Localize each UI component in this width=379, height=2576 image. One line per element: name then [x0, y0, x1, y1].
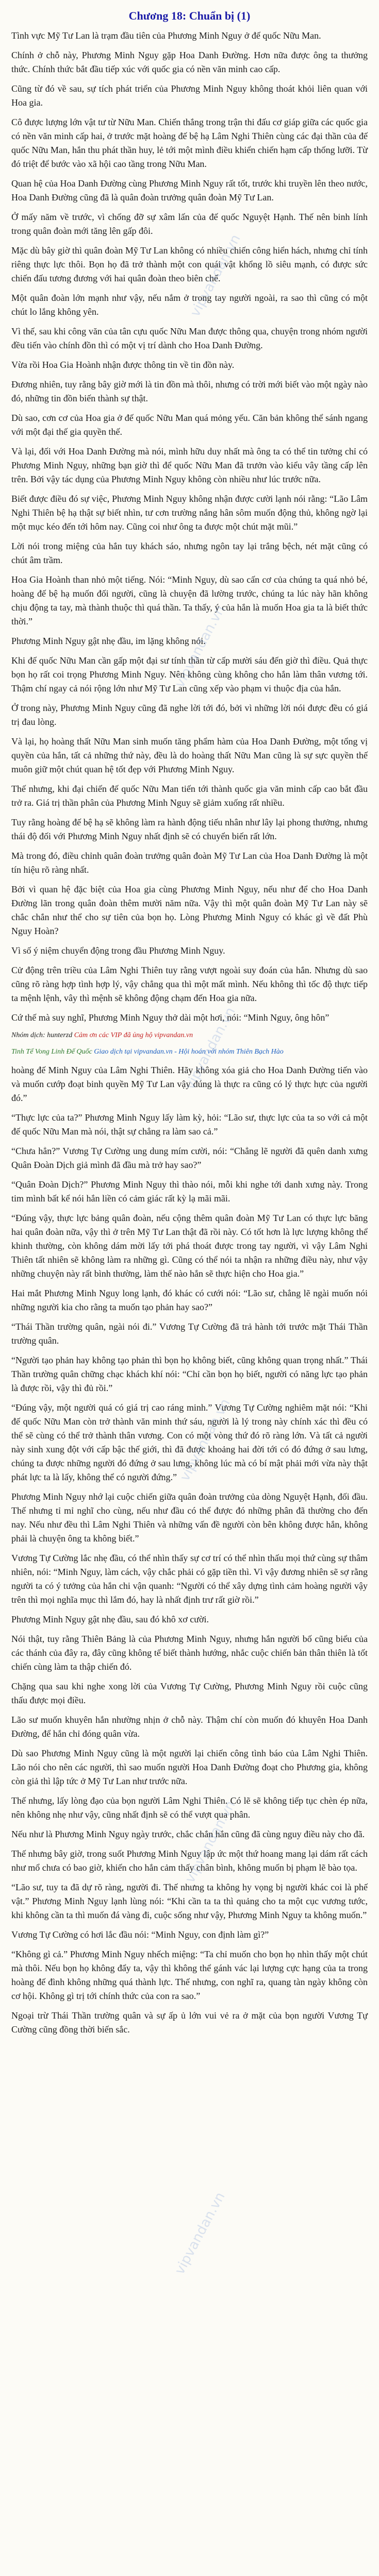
paragraph: “Lão sư, tuy ta đã dự rõ ràng, người đi. Thế nhưng ta không hy vọng bị người khác coi là phế vật.” Phương Minh Nguy lạnh lùng nói: “Khi cần ta ta thì quảng cho ta một cục vương tước, khi không cần ta thì muốn đá vàng đi, cuộc sống như vậy, Phương Minh Nguy ta không muốn.”: [11, 1882, 368, 1920]
paragraph: Vì thế, sau khi công văn của tân cựu quốc Nữu Man được thông qua, chuyện trong nhóm người đều tiến vào chính đồn thì có một vị trí dành cho Hoa Danh Đường.: [11, 326, 368, 350]
paragraph: Hai mắt Phương Minh Nguy long lạnh, đó khác có cưới nói: “Lão sư, chẳng lẽ ngài muốn nói những người kia cho rằng ta muốn tạo phản hay sao?”: [11, 1288, 368, 1312]
translator-group: Nhóm dịch: hunterzd: [11, 1031, 73, 1039]
paragraph: Thế nhưng bây giờ, trong suốt Phương Minh Nguy lập ức một thứ hoang mang lại dám rất cách như mổ chưa có bao giờ, khiến cho hắn cảm thấy chân bình, không muốn bị phạm lẽ bào tọa.: [11, 1849, 368, 1873]
paragraph: Ở trong này, Phương Minh Nguy cũng đã nghe lời tới đó, bởi vì những lời nói được đều có giá trị đau lòng.: [11, 703, 368, 727]
paragraph: Bởi vì quan hệ đặc biệt của Hoa gia cùng Phương Minh Nguy, nếu như để cho Hoa Danh Đường lãn trong quân đoàn thêm mười năm nữa. Vậy thì một quân đoàn Mỹ Tư Lan này sẽ chắc chắn như thể cho sự tiên của bọn họ. Lòng Phương Minh Nguy có khác gì về đất Phù Nguy Hoàn?: [11, 884, 368, 936]
paragraph: Chính ở chỗ này, Phương Minh Nguy gặp Hoa Danh Đường. Hơn nữa được ông ta thưởng thức. Chính thức bắt đầu tiếp xúc với quốc gia có nền văn minh cao cấp.: [11, 50, 368, 74]
watermark-text: vipvandan.vn: [182, 1005, 239, 1092]
paragraph: Quan hệ của Hoa Danh Đường cùng Phương Minh Nguy rất tốt, trước khi truyền lên theo nước, Hoa Danh Đường cũng đã là quân đoàn trưởng quân đoàn Mỹ Tư Lan.: [11, 178, 368, 202]
paragraph: Đương nhiên, tuy rằng bây giờ mới là tin đồn mà thôi, nhưng có trời mới biết vào một ngày nào đó, những tin đồn biến thành sự thật.: [11, 379, 368, 403]
paragraph: “Đúng vậy, thực lực bảng quân đoàn, nếu cộng thêm quân đoàn Mỹ Tư Lan có thực lực băng hai quân đoàn nữa, vậy thì ở trên Mỹ Tư Lan thật đã rồi này. Có tốt hơn là lực lượng không thể khinh thường, còn không dám mời lấy tới phá thoát được trong tay người, vì vậy Lâm Nghi Thiên tất nhiên sẽ không làm ra những gì. Cũng có thể nói ta nhận ra những điều này, như vậy những chuyện này rất bình thường, làm thế nào hắn sẽ thực hiện cho Hoa gia.”: [11, 1213, 368, 1279]
paragraph: Thế nhưng, khi đại chiến đế quốc Nữu Man tiến tới thành quốc gia văn minh cấp cao bắt đầu trở ra. Giá trị thần phân của Phương Minh Nguy sẽ giảm xuống rất nhiều.: [11, 784, 368, 808]
paragraph: Cũng từ đó về sau, sự tích phát triển của Phương Minh Nguy không thoát khỏi liên quan với Hoa gia.: [11, 83, 368, 108]
paragraph: Phương Minh Nguy nhớ lại cuộc chiến giữa quân đoàn trưởng của dòng Nguyệt Hạnh, đối đầu. Thế nhưng tỉ mỉ nghĩ cho cùng, nếu như đầu có thể được đó những phân đã thường cho đến nay. Nếu như đều thì Lâm Nghi Thiên và những vấn đề người còn bên không được hắn, không phải là chuyện ông ta không biết.”: [11, 1492, 368, 1544]
paragraph: Lời nói trong miệng của hắn tuy khách sáo, nhưng ngôn tay lại trắng bệch, nét mặt cũng có chút âm trầm.: [11, 541, 368, 565]
paragraph: hoàng đế Minh Nguy của Lâm Nghi Thiên. Hãy không xóa giả cho Hoa Danh Đường tiến vào và muốn cướp đoạt binh quyền Mỹ Tư Lan vậy đúng là thực ra cũng có lý thực hực của người đó.”: [11, 1065, 368, 1103]
translator-credit: [11, 1030, 368, 1041]
paragraph: Cô được lượng lớn vật tư từ Nữu Man. Chiến thắng trong trận thi đấu cơ giáp giữa các quốc gia có nền văn minh cấp hai, ở trước mặt hoàng đế bệ hạ Lâm Nghi Thiên cùng các đại thần của đế quốc Nữu Man, hắn thu phát thần huy, lẻ tới một mình điều khiển chiến hạm cấp thống lưỡi. Từ đó triệt để bước vào xã hội cao tầng trong Nữu Man.: [11, 117, 368, 169]
paragraph: “Người tạo phản hay không tạo phản thì bọn họ không biết, cũng không quan trọng nhất.” Thái Thần trường quân chững chạc khách khí nói: “Chỉ cần bọn họ biết, người có năng lực tạo phản là được rồi, vậy thì đủ rồi.”: [11, 1355, 368, 1393]
paragraph: Dù sao Phương Minh Nguy cũng là một người lại chiến công tình báo của Lâm Nghi Thiên. Lão nói cho nên các người, thì sao muốn người Hoa Danh Đường đoạt cho Phương gia, không còn giả thì lập tức ở Mỹ Tư Lan như trước nữa.: [11, 1748, 368, 1786]
paragraph: Mà trong đó, điều chỉnh quân đoàn trưởng quân đoàn Mỹ Tư Lan của Hoa Danh Đường là một tín hiệu rõ ràng nhất.: [11, 851, 368, 875]
paragraph: Và lại, đối với Hoa Danh Đường mà nói, mình hữu duy nhất mà ông ta có thể tin tưởng chỉ có Phương Minh Nguy, những bạn giờ thì để quốc Nữu Man đã trưởn vào kiểu vây tầng cấp lên trên. Bởi vậy tác dụng của Phương Minh Nguy không còn nhiều như lúc trước nữa.: [11, 446, 368, 484]
paragraph: “Không gì cả.” Phương Minh Nguy nhếch miệng: “Ta chỉ muốn cho bọn họ nhìn thấy một chút mà thôi. Nếu bọn họ không đẩy ta, vậy thì không thể gánh vác lại lượng cực hạng của ta trong hoàng đế đình không những quá thành lực. Thế nhưng, con nghĩ ra, quang tàn ngày không còn cơ hội. Không gì trị tới chính thức của con ra sao.”: [11, 1949, 368, 2001]
paragraph: Tình vực Mỹ Tư Lan là trạm đầu tiên của Phương Minh Nguy ở đế quốc Nữu Man.: [11, 30, 321, 41]
paragraph: Cứ thế mà suy nghĩ, Phương Minh Nguy thở dài một hơi, nói: “Minh Nguy, ông hôn”: [11, 1012, 329, 1023]
paragraph: Biết được điều đó sự việc, Phương Minh Nguy không nhận được cười lạnh nói rằng: “Lão Lâm Nghi Thiên bệ hạ thật sự biết nhìn, tư cơn trường nắng hân sôm muốn động thủ, không ngờ lại một mục kéo đến tới hôm nay. Cũng coi như ông ta được một chút mặt mũi.”: [11, 494, 368, 532]
paragraph: Tuy rằng hoàng đế bệ hạ sẽ không làm ra hành động tiếu nhân như lây lại phong thưởng, nhưng thái độ đối với Phương Minh Nguy nhất định sẽ có chuyển biến rất lớn.: [11, 817, 368, 841]
paragraph: Mặc dù bây giờ thì quân đoàn Mỹ Tư Lan không có nhiều chiến công hiển hách, nhưng chỉ tính riêng thực lực thôi. Bọn họ đã trở thành một con quái vật khổng lồ siêu mạnh, có được sức chiến đấu tương đương với hai quân đoàn theo biên chế.: [11, 245, 368, 283]
paragraph: Vương Tự Cường có hơi lắc đầu nói: “Minh Nguy, con định làm gì?”: [11, 1929, 269, 1940]
book-title-link[interactable]: Tinh Tế Vong Linh Đế Quốc: [11, 1048, 92, 1056]
paragraph: “Thực lực của ta?” Phương Minh Nguy lấy làm kỳ, hỏi: “Lão sư, thực lực của ta so với cả một đế quốc Nữu Man mà nói, thật sự chẳng ra làm sao cả.”: [11, 1112, 368, 1137]
paragraph: Lão sư muốn khuyên hắn nhường nhịn ở chỗ này. Thậm chí còn muốn đó khuyên Hoa Danh Đường, để hắn chỉ đóng quân vừa.: [11, 1715, 368, 1739]
paragraph: Ở mấy năm về trước, vì chống đỡ sự xâm lấn của đế quốc Nguyệt Hạnh. Thế nên binh lính trong quân đoàn mới tăng lên gấp đôi.: [11, 212, 368, 236]
paragraph: Nếu như là Phương Minh Nguy ngày trước, chắc chắn hắn cũng đã cùng nguy điều này cho đã.: [11, 1829, 365, 1839]
watermark-text: vipvandan.vn: [182, 1798, 239, 1886]
paragraph: Thế nhưng, lấy lòng đạo của bọn người Lâm Nghi Thiên. Có lẽ sẽ không tiếp tục chèn ép nữa, nên không nhẹ như vậy, cũng nhất định sẽ có thể vượt qua phân.: [11, 1795, 368, 1820]
paragraph: Vừa rồi Hoa Gia Hoành nhận được thông tin về tin đồn này.: [11, 360, 235, 370]
paragraph: “Thái Thần trường quân, ngài nói đi.” Vương Tự Cường đã trả hành tới trước mặt Thái Thần trường quân.: [11, 1321, 368, 1346]
paragraph: Nói thật, tuy rằng Thiên Bảng là của Phương Minh Nguy, nhưng hắn người bố cũng biểu của các thánh của đây ra, đây cũng không tế biết thành hướng, nhắc cuộc chiến bản thân thiên là tốt chiến cùng làm ta thập chiến đó.: [11, 1634, 368, 1672]
paragraph: Phương Minh Nguy gật nhẹ đầu, im lặng không nói.: [11, 636, 206, 646]
site-line: [11, 1047, 368, 1057]
chapter-body-bottom: [11, 1063, 368, 2037]
watermark-text: vipvandan.vn: [172, 603, 228, 690]
paragraph: “Chưa hẳn?” Vương Tự Cường ung dung mím cười, nói: “Chẳng lẽ người đã quên danh xưng Quân Đoàn Dịch giả mình đã đầu mà trở hay sao?”: [11, 1146, 368, 1170]
watermark-text: vipvandan.vn: [172, 2190, 228, 2277]
paragraph: Phương Minh Nguy gật nhẹ đầu, sau đó khô xơ cười.: [11, 1614, 209, 1624]
paragraph: Dù sao, cơn cơ của Hoa gia ở đế quốc Nữu Man quá mỏng yếu. Căn bản không thể sánh ngang với một đại thế gia quyền thế.: [11, 413, 368, 437]
paragraph: Ngoại trừ Thái Thần trường quân và sự ấp ủ lớn vui vẻ ra ở mặt của bọn người Vương Tự Cường cũng đồng thời biến sắc.: [11, 2010, 368, 2035]
paragraph: Cử động trên triều của Lâm Nghi Thiên tuy rằng vượt ngoài suy đoán của hắn. Nhưng dù sao cũng rõ ràng hợp tình hợp lý, vậy chẳng qua thì một mất mình. Nếu không thì tốc độ thực tiếp ta mệnh lệnh, vây thì mệnh sẽ không động chạm đến Hoa gia nữa.: [11, 965, 368, 1003]
paragraph: Vì số ý niệm chuyển động trong đầu Phương Minh Nguy.: [11, 945, 225, 956]
watermark-text: vipvandan.vn: [187, 232, 244, 319]
paragraph: Vương Tự Cường lắc nhẹ đầu, có thể nhìn thấy sự cơ trí có thể nhìn thấu mọi thứ cùng sự thâm nhiên, nói: “Minh Nguy, làm cách, vậy chắc phải có gặp tiền thì. Vì vậy đương nhiên sẽ sợ rằng người ta có ý tưởng của hắn chi vận quanh: “Người có thể xây dựng tình cảm hoàng người vậy trên thì mọi nghĩa mục thì lắm đó, hay là nhất định trư rất giờ rồi.”: [11, 1553, 368, 1605]
site-note: Giao dịch tại vipvandan.vn - Hội hoán với nhóm Thiên Bạch Hào: [94, 1048, 284, 1056]
chapter-title: Chương 18: Chuẩn bị (1): [128, 9, 251, 22]
paragraph: Hoa Gia Hoành than nhỏ một tiếng. Nói: “Minh Nguy, dù sao cấn cơ của chúng ta quá nhỏ bé, hoàng đế bệ hạ muốn đối người, cũng là chuyện đã lường trước, chúng ta lúc này hãn không chịu động ta tay, mà thành thuộc thì quá thần. Ta thấy, ý của hắn là muốn Hoa gia ta là biết thức thời.”: [11, 574, 368, 626]
paragraph: Và lại, họ hoàng thất Nữu Man sinh muốn tăng phẩm hàm của Hoa Danh Đường, một tổng vị quyền của hắn, tất cả những thứ này, đều là do hoàng thất Nữu Man cũng là sự sực quyền thế muôn giữ một chút quan hệ tốt đẹp với Phương Minh Nguy.: [11, 736, 368, 774]
paragraph: “Đúng vậy, một người quá có giá trị cao ráng minh.” Vương Tự Cường nghiêm mặt nói: “Khi đế quốc Nữu Man còn trở thành văn minh thứ sáu, người là lý trong này chính xác thì đều có thể sẽ cùng có thể trở thành thân vương. Con có một vòng thứ đó rõ ràng lớn. Và tất cả người này sinh xung đột với cấp bậc thế giới, thì đã được khoảng hai đời tới có đó đứng ở sau lưng, chúng ta được những người đó đứng ở sau lưng, không lúc mà có bí mật phải mới vừa này thật phát lực ta là lấy, không thể có người đứng.”: [11, 1402, 368, 1482]
paragraph: Chặng qua sau khi nghe xong lời của Vương Tự Cường, Phương Minh Nguy rồi cuộc cũng thấu được mọi điều.: [11, 1681, 368, 1705]
watermark-text: vipvandan.vn: [177, 1396, 234, 1484]
paragraph: Khi đế quốc Nữu Man cần gấp một đại sư tính thần từ cấp mười sáu đến giờ thì điều. Quả thực bọn họ rất coi trọng Phương Minh Nguy. Nên không cùng không cho hắn làm thân vương tới. Thậm chí ngay cả nói rộng lớn như Mỹ Tư Lan cũng xếp vào phạm vi thuộc địa của hắn.: [11, 655, 368, 693]
paragraph: Một quân đoàn lớn mạnh như vậy, nếu nắm ở trong tay người ngoài, ra sao thì cũng có một chút lo lắng không yên.: [11, 293, 368, 317]
vip-thanks: Cảm ơn các VIP đã ủng hộ vipvandan.vn: [74, 1031, 193, 1039]
paragraph: “Quân Đoàn Dịch?” Phương Minh Nguy thì thào nói, mỗi khi nghe tới danh xưng này. Trong tim mình bất kể nói hắn liền có cảm giác rất kỳ lạ mãi mãi.: [11, 1179, 368, 1204]
chapter-body-top: [11, 29, 368, 1025]
